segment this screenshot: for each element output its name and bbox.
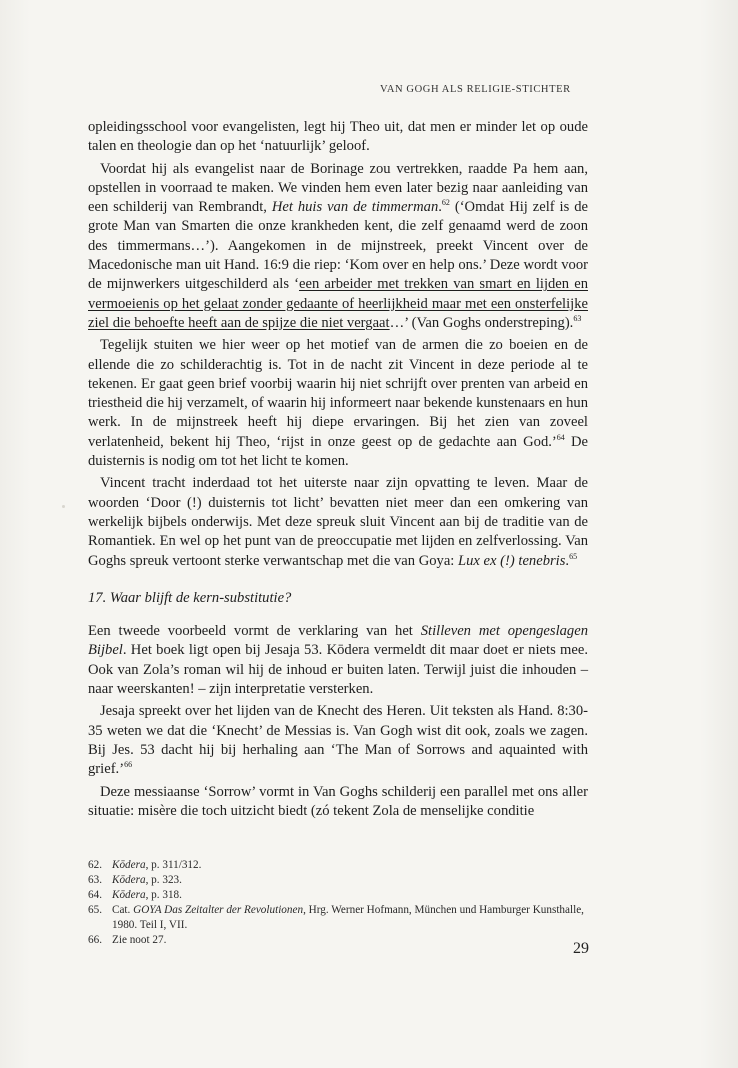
footnote-number: 66. bbox=[88, 934, 102, 946]
footnote-ref-65[interactable]: 65 bbox=[569, 551, 578, 561]
footnote-65 bbox=[88, 903, 588, 933]
paragraph-4 bbox=[88, 474, 588, 570]
paragraph-6 bbox=[88, 702, 588, 779]
footnote-ref-66[interactable]: 66 bbox=[124, 760, 133, 770]
footnote-64 bbox=[88, 888, 588, 903]
body-text bbox=[88, 118, 588, 824]
footnote-text: , p. 323. bbox=[145, 874, 182, 886]
paragraph-3-text-b: De duisternis is nodig om tot het licht te komen. bbox=[88, 433, 588, 470]
footnote-prefix: Cat. bbox=[112, 904, 134, 916]
footnote-text: , p. 311/312. bbox=[145, 859, 202, 871]
footnote-ref-63[interactable]: 63 bbox=[573, 313, 582, 323]
footnote-ref-64[interactable]: 64 bbox=[556, 432, 565, 442]
paragraph-3 bbox=[88, 336, 588, 471]
footnote-ref-62[interactable]: 62 bbox=[441, 198, 450, 208]
footnote-title: GOYA Das Zeitalter der Revolutionen bbox=[133, 904, 304, 916]
footnote-62 bbox=[88, 858, 588, 873]
painting-title-2: Stilleven met opengeslagen Bijbel bbox=[88, 623, 589, 659]
paragraph-5 bbox=[88, 622, 588, 699]
footnote-text: , Hrg. Werner Hofmann, München und Hamburger Kunsthalle, 1980. Teil I, VII. bbox=[112, 904, 584, 931]
running-head: VAN GOGH ALS RELIGIE-STICHTER bbox=[380, 84, 571, 95]
footnote-number: 65. bbox=[88, 904, 102, 916]
paragraph-4-text-b: . bbox=[565, 552, 570, 569]
margin-speck bbox=[62, 505, 65, 508]
paragraph-7 bbox=[88, 783, 588, 822]
paragraph-2-text-c: (‘Omdat Hij zelf is de grote Man van Smarten die onze krankheden kent, die zelf genaamd werd de zoon des timmermans…’). Aangekomen in de mijnstreek, preekt Vincent over de Macedonische man uit Hand. 16:9 die riep: ‘Kom over en help ons.’ Deze wordt voor de mijnwerkers uitgeschilderd als ‘ bbox=[88, 199, 588, 293]
paragraph-7-text: Deze messiaanse ‘Sorrow’ vormt in Van Goghs schilderij een parallel met ons aller situatie: misère die toch uitzicht biedt (zó tekent Zola de menselijke conditie bbox=[88, 783, 588, 819]
footnotes bbox=[88, 858, 588, 948]
footnote-66 bbox=[88, 933, 588, 948]
paragraph-5-text-a: Een tweede voorbeeld vormt de verklaring van het bbox=[88, 623, 421, 640]
paragraph-1-text: opleidingsschool voor evangelisten, legt hij Theo uit, dat men er minder let op oude talen en theologie dan op het ‘natuurlijk’ geloof. bbox=[88, 119, 588, 155]
latin-motto: Lux ex (!) tenebris bbox=[458, 552, 566, 569]
paragraph-4-text-a: Vincent tracht inderdaad tot het uiterste naar zijn opvatting te leven. Maar de woorden ‘Door (!) duisternis tot licht’ bevatten niet meer dan een omkering van werkelijk bijbels onderwijs. Met deze spreuk sluit Vincent aan bij de traditie van de Romantiek. En wel op het punt van de preoccupatie met lijden en zelfverlossing. Van Goghs spreuk vertoont sterke verwantschap met die van Goya: bbox=[88, 475, 588, 569]
paragraph-2-text-d: …’ (Van Goghs onderstreping). bbox=[389, 314, 574, 331]
footnote-number: 63. bbox=[88, 874, 102, 886]
paragraph-3-text-a: Tegelijk stuiten we hier weer op het motief van de armen die zo boeien en de ellende die zo schilderachtig is. Tot in de nacht zit Vincent in deze periode al te tekenen. Er gaat geen brief voorbij waarin hij niet schrijft over prenten van arbeid en triestheid die hij verzamelt, of waarin hij informeert naar bekende kunstenaars en hun werk. In de mijnstreek heeft hij diepe ervaringen. Bij het zien van zoveel verlatenheid, bekent hij Theo, ‘rijst in onze geest op de gedachte aan God.’ bbox=[88, 337, 588, 450]
footnote-63 bbox=[88, 873, 588, 888]
footnote-number: 64. bbox=[88, 889, 102, 901]
footnote-author: Kōdera bbox=[112, 874, 146, 886]
painting-title: Het huis van de timmerman bbox=[271, 199, 439, 216]
underlined-quote: een arbeider met trekken van smart en lijden en vermoeienis op het gelaat zonder gedaante of heerlijkheid maar met een onsterfelijke ziel die behoefte heeft aan de spijze die niet vergaat bbox=[88, 276, 588, 331]
paragraph-2-text-b: . bbox=[438, 199, 442, 216]
footnote-text: Zie noot 27. bbox=[112, 934, 167, 946]
footnote-number: 62. bbox=[88, 859, 102, 871]
paragraph-1 bbox=[88, 118, 588, 157]
footnote-author: Kōdera bbox=[112, 859, 146, 871]
paragraph-5-text-b: . Het boek ligt open bij Jesaja 53. Kōdera vermeldt dit maar doet er niets mee. Ook van Zola’s roman wil hij de inhoud er buiten laten. Terwijl juist die inhouden – naar weerskanten! – zijn interpretatie versterken. bbox=[88, 642, 588, 698]
page-number: 29 bbox=[573, 940, 589, 957]
paragraph-2-text-a: Voordat hij als evangelist naar de Borinage zou vertrekken, raadde Pa hem aan, opstellen in voorraad te maken. We vinden hem even later bezig naar aanleiding van een schilderij van Rembrandt, bbox=[88, 160, 588, 216]
paragraph-2 bbox=[88, 160, 588, 334]
footnote-text: , p. 318. bbox=[145, 889, 182, 901]
paragraph-6-text: Jesaja spreekt over het lijden van de Knecht des Heren. Uit teksten als Hand. 8:30-35 weten we dat die ‘Knecht’ de Messias is. Van Gogh wist dit ook, zoals we zagen. Bij Jes. 53 dacht hij bij herhaling aan ‘The Man of Sorrows and aquainted with grief.’ bbox=[88, 703, 588, 778]
footnote-author: Kōdera bbox=[112, 889, 146, 901]
section-heading: 17. Waar blijft de kern-substitutie? bbox=[88, 589, 292, 606]
